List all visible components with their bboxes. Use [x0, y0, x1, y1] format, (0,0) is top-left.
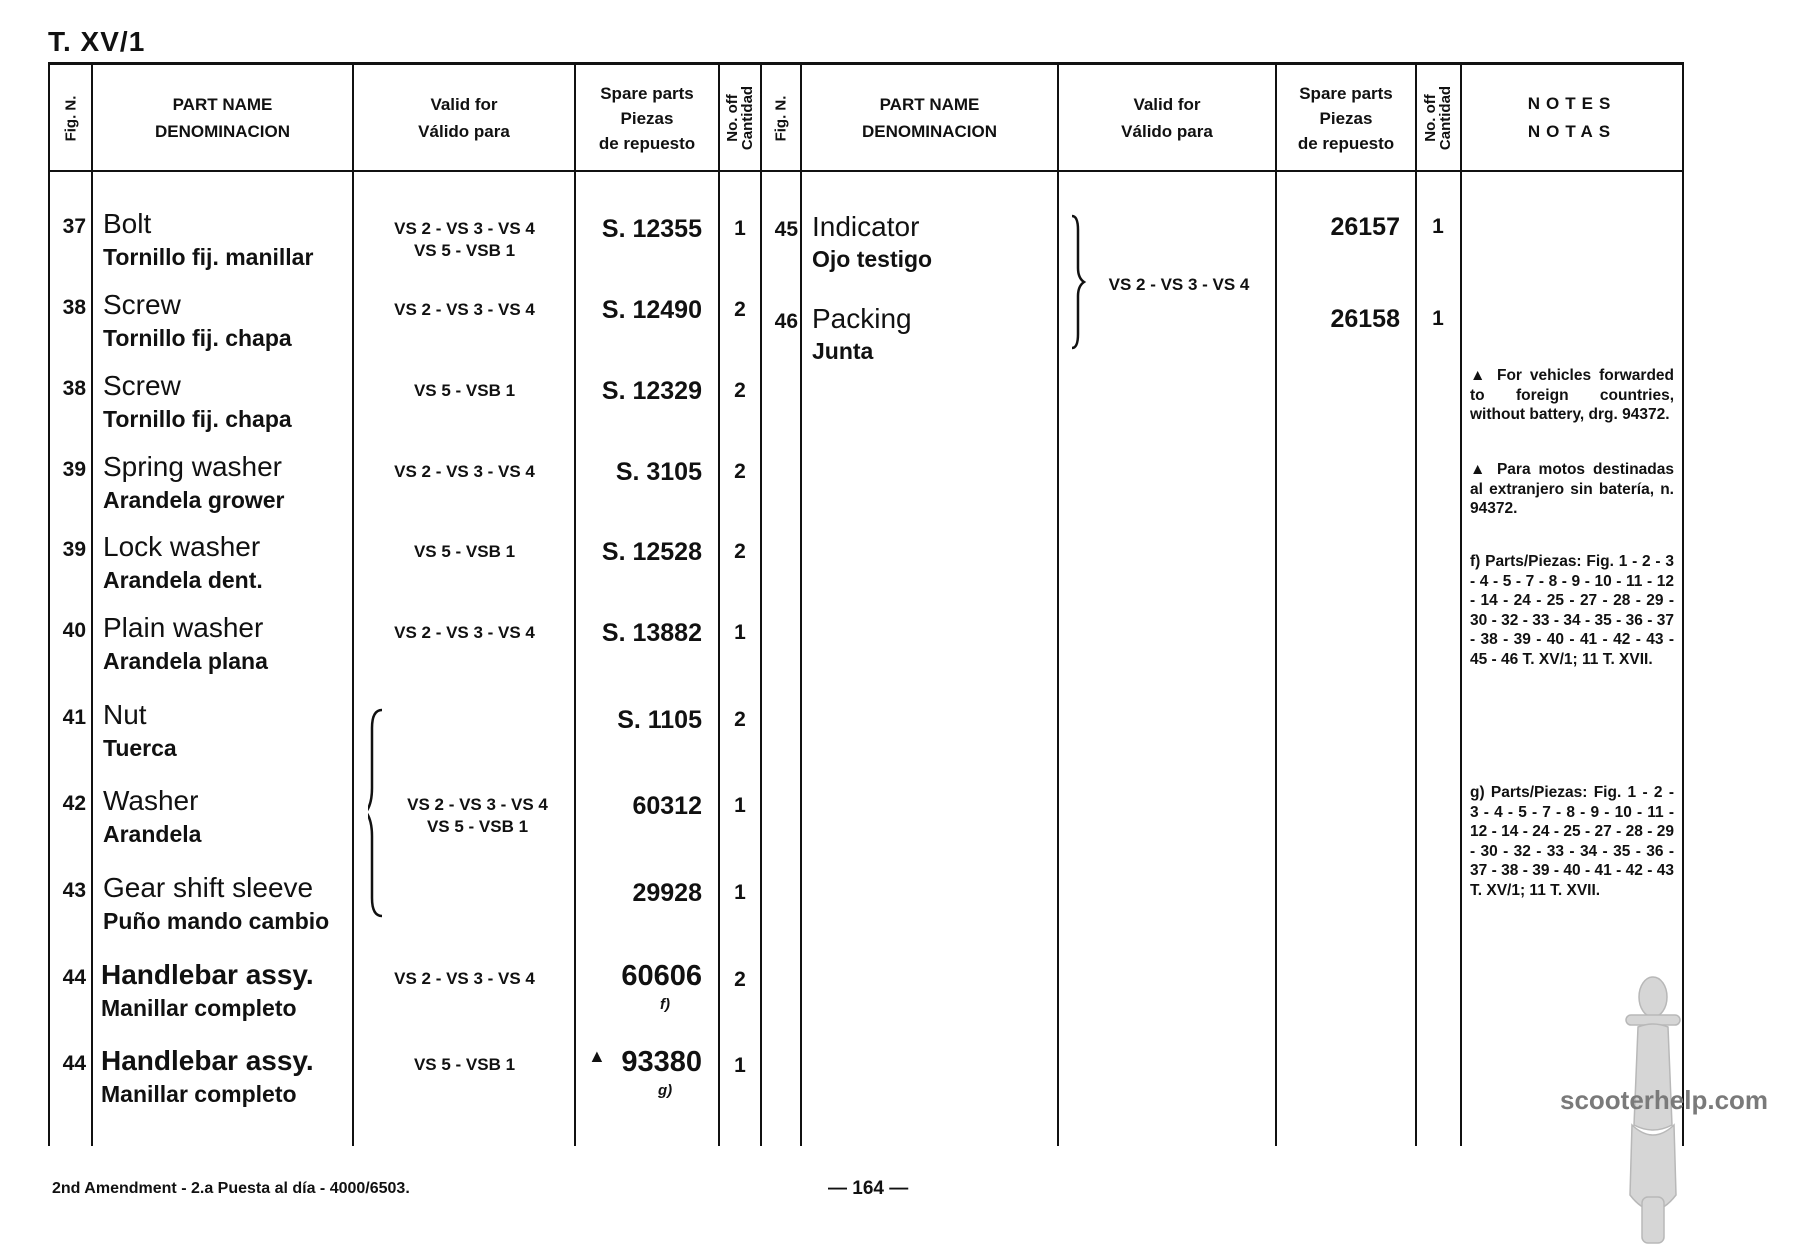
part-name: Lock washer: [103, 531, 261, 562]
quantity: 1: [734, 1054, 746, 1077]
part-name: Spring washer: [103, 451, 282, 482]
part-name: Handlebar assy.: [101, 959, 314, 990]
part-name-es: Arandela grower: [103, 487, 285, 513]
col-divider: [1057, 64, 1059, 1146]
valid-for: VS 5 - VSB 1: [413, 381, 516, 400]
part-name-es: Junta: [812, 338, 874, 364]
quantity: 2: [734, 298, 746, 321]
col-divider: [352, 64, 354, 1146]
note-text: ▲ Para motos destinadas al extranjero sin batería, n. 94372.: [1470, 461, 1674, 517]
table-row-fig: 39: [62, 538, 86, 561]
quantity: 2: [734, 460, 746, 483]
spare-part-number: 29928: [632, 879, 702, 907]
part-name: Indicator: [812, 211, 920, 242]
part-name-es: Tornillo fij. manillar: [103, 244, 314, 270]
header-spare-parts: Spare parts Piezas de repuesto: [1297, 83, 1395, 153]
table-row-fig: 44: [62, 966, 86, 989]
header-part-name: PART NAME DENOMINACION: [861, 95, 998, 141]
brace-icon: [368, 708, 388, 918]
note-text: ▲ For vehicles forwarded to foreign countries, without battery, drg. 94372.: [1470, 367, 1674, 423]
spare-part-number: S. 12329: [601, 377, 702, 405]
quantity: 1: [734, 881, 746, 904]
header-valid-for: Valid for Válido para: [418, 95, 510, 141]
valid-for: VS 2 - VS 3 - VS 4 VS 5 - VSB 1: [407, 795, 548, 836]
part-name-es: Tornillo fij. chapa: [103, 406, 292, 432]
table-row-fig: 39: [62, 458, 86, 481]
watermark: scooterhelp.com: [1560, 1085, 1769, 1115]
header-notes: NOTES NOTAS: [1527, 94, 1617, 141]
col-divider: [718, 64, 720, 1146]
valid-for: VS 2 - VS 3 - VS 4: [1108, 275, 1250, 294]
table-row-fig: 46: [774, 310, 798, 333]
part-name: Washer: [103, 785, 199, 816]
valid-for: VS 2 - VS 3 - VS 4: [394, 969, 535, 988]
part-name: Nut: [103, 699, 147, 730]
part-name-es: Arandela: [103, 821, 202, 847]
part-name-es: Tuerca: [103, 735, 177, 761]
valid-for: VS 2 - VS 3 - VS 4: [394, 623, 535, 642]
table-row-fig: 38: [62, 296, 86, 319]
valid-for: VS 2 - VS 3 - VS 4: [394, 300, 535, 319]
part-name-es: Manillar completo: [101, 995, 297, 1021]
table-header-divider: [48, 170, 1684, 172]
spare-part-number: 93380: [621, 1046, 702, 1078]
col-divider: [91, 64, 93, 1146]
table-row-fig: 37: [62, 215, 86, 238]
triangle-icon: ▲: [588, 1046, 606, 1066]
col-divider: [800, 64, 802, 1146]
col-divider: [1275, 64, 1277, 1146]
page-title: T. XV/1: [48, 26, 146, 57]
part-name: Screw: [103, 370, 181, 401]
valid-for: VS 5 - VSB 1: [413, 542, 516, 561]
part-name-es: Tornillo fij. chapa: [103, 325, 292, 351]
part-name-es: Puño mando cambio: [103, 908, 330, 934]
footer-amendment: 2nd Amendment - 2.a Puesta al día - 4000/6503.: [52, 1180, 410, 1197]
quantity: 1: [1432, 307, 1444, 330]
quantity: 1: [1432, 215, 1444, 238]
quantity: 1: [734, 794, 746, 817]
part-name: Bolt: [103, 208, 152, 239]
spare-part-number: 60606: [621, 960, 702, 992]
page-number: — 164 —: [828, 1178, 909, 1199]
part-name-es: Ojo testigo: [812, 246, 933, 272]
header-fig: Fig. N.: [62, 95, 80, 141]
footnote-ref: g): [658, 1082, 673, 1099]
part-name: Gear shift sleeve: [103, 872, 314, 903]
quantity: 1: [734, 217, 746, 240]
footnote-ref: f): [660, 996, 670, 1013]
valid-for: VS 2 - VS 3 - VS 4 VS 5 - VSB 1: [394, 219, 535, 260]
spare-part-number: 26157: [1330, 213, 1400, 241]
valid-for: VS 5 - VSB 1: [413, 1055, 516, 1074]
quantity: 2: [734, 708, 746, 731]
part-name-es: Manillar completo: [101, 1081, 297, 1107]
header-part-name: PART NAME DENOMINACION: [154, 95, 291, 141]
part-name-es: Arandela dent.: [103, 567, 263, 593]
quantity: 1: [734, 621, 746, 644]
col-divider: [1415, 64, 1417, 1146]
note-text: f) Parts/Piezas: Fig. 1 - 2 - 3 - 4 - 5 - 7 - 8 - 9 - 10 - 11 - 12 - 14 - 24 - 25 - 27 - 28 - 29 - 30 - 32 - 33 - 34 - 35 - 36 - 37 - 38 - 39 - 40 - 41 - 42 - 43 - 45 - 46 T. XV/1; 11 T. XVII.: [1470, 553, 1674, 668]
table-row-fig: 45: [774, 218, 798, 241]
table-top-border: [48, 62, 1684, 65]
col-divider: [1460, 64, 1462, 1146]
spare-part-number: 26158: [1330, 305, 1400, 333]
spare-part-number: S. 12355: [601, 215, 702, 243]
spare-part-number: S. 12528: [601, 538, 702, 566]
table-row-fig: 38: [62, 377, 86, 400]
part-name: Plain washer: [103, 612, 264, 643]
header-quantity: No. off Cantidad: [1422, 85, 1455, 151]
table-row-fig: 42: [62, 792, 86, 815]
table-row-fig: 40: [62, 619, 86, 642]
header-valid-for: Valid for Válido para: [1121, 95, 1213, 141]
part-name-es: Arandela plana: [103, 648, 268, 674]
spare-part-number: S. 12490: [601, 296, 702, 324]
col-divider: [574, 64, 576, 1146]
quantity: 2: [734, 968, 746, 991]
header-quantity: No. off Cantidad: [724, 85, 757, 151]
part-name: Packing: [812, 303, 912, 334]
table-row-fig: 44: [62, 1052, 86, 1075]
spare-part-number: S. 3105: [615, 458, 702, 486]
table-row-fig: 41: [62, 706, 86, 729]
note-text: g) Parts/Piezas: Fig. 1 - 2 - 3 - 4 - 5 - 7 - 8 - 9 - 10 - 11 - 12 - 14 - 24 - 25 - 27 - 28 - 29 - 30 - 32 - 33 - 34 - 35 - 36 - 37 - 38 - 39 - 40 - 41 - 42 - 43 T. XV/1; 11 T. XVII.: [1470, 784, 1674, 899]
quantity: 2: [734, 379, 746, 402]
valid-for: VS 2 - VS 3 - VS 4: [394, 462, 535, 481]
table-row-fig: 43: [62, 879, 86, 902]
header-fig: Fig. N.: [772, 95, 790, 141]
part-name: Screw: [103, 289, 181, 320]
part-name: Handlebar assy.: [101, 1045, 314, 1076]
spare-part-number: 60312: [632, 792, 702, 820]
header-spare-parts: Spare parts Piezas de repuesto: [598, 83, 696, 153]
quantity: 2: [734, 540, 746, 563]
spare-part-number: S. 13882: [601, 619, 702, 647]
spare-part-number: S. 1105: [617, 706, 702, 734]
